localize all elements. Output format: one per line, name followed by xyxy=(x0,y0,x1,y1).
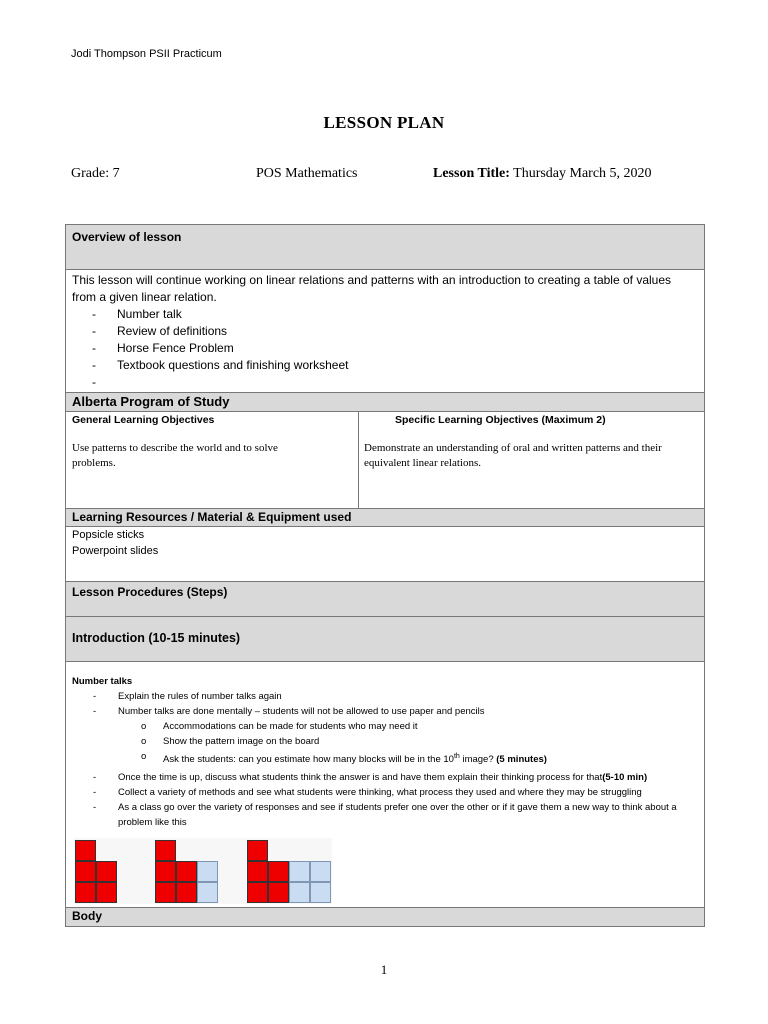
pattern-block xyxy=(268,861,289,882)
list-item: o Show the pattern image on the board xyxy=(72,734,698,749)
specific-heading: Specific Learning Objectives (Maximum 2) xyxy=(395,414,606,426)
overview-text: This lesson will continue working on linear relations and patterns with an introduction to creating a table of values from a given linear relation. xyxy=(72,273,672,304)
objectives-section xyxy=(65,412,705,509)
ask-time: (5 minutes) xyxy=(496,754,547,766)
ask-suffix: image? xyxy=(459,754,494,766)
introduction-heading: Introduction (10-15 minutes) xyxy=(72,631,241,645)
pattern-block xyxy=(289,882,310,903)
pattern-block xyxy=(155,861,176,882)
overview-section xyxy=(65,270,705,393)
general-heading: General Learning Objectives xyxy=(72,414,215,426)
ask-text: Ask the students: can you estimate how many blocks will be in the 10 xyxy=(163,754,454,766)
procedures-heading-bar xyxy=(65,582,705,617)
discuss-text: Once the time is up, discuss what students think the answer is and have them explain their thinking process for that xyxy=(118,772,603,784)
body-heading: Body xyxy=(72,909,102,923)
resources-section xyxy=(65,527,705,582)
intro-sublist xyxy=(72,719,698,767)
intro-list xyxy=(72,689,698,719)
pattern-block xyxy=(176,861,197,882)
overview-list xyxy=(72,306,698,374)
specific-objectives xyxy=(358,412,704,508)
general-objectives xyxy=(66,412,359,508)
list-item: - Number talks are done mentally – students will not be allowed to use paper and pencils xyxy=(72,704,698,719)
pattern-block xyxy=(197,882,218,903)
list-item: - Number talk xyxy=(72,306,698,323)
resource-item: Powerpoint slides xyxy=(72,545,159,557)
pattern-block xyxy=(247,840,268,861)
pattern-block xyxy=(247,882,268,903)
resource-item: Popsicle sticks xyxy=(72,529,145,541)
pattern-block xyxy=(310,882,331,903)
resources-heading: Learning Resources / Material & Equipment used xyxy=(72,510,352,524)
pattern-block xyxy=(176,882,197,903)
program-heading: Alberta Program of Study xyxy=(72,394,230,409)
resources-heading-bar xyxy=(65,509,705,527)
list-item xyxy=(72,749,698,767)
list-item: o Accommodations can be made for students who may need it xyxy=(72,719,698,734)
page-number: 1 xyxy=(380,962,388,977)
program-heading-bar xyxy=(65,393,705,412)
pattern-block xyxy=(75,840,96,861)
intro-after-list xyxy=(72,770,698,830)
pattern-block xyxy=(75,861,96,882)
pattern-block xyxy=(197,861,218,882)
pattern-block xyxy=(155,840,176,861)
list-item: - Review of definitions xyxy=(72,323,698,340)
introduction-heading-bar xyxy=(65,617,705,662)
pattern-block xyxy=(268,882,289,903)
pattern-block xyxy=(96,882,117,903)
lesson-title-value: Thursday March 5, 2020 xyxy=(513,166,652,181)
list-item xyxy=(72,770,698,785)
grade-label: Grade: 7 xyxy=(71,166,120,181)
number-talks-heading: Number talks xyxy=(72,676,133,687)
overview-heading: Overview of lesson xyxy=(72,230,182,244)
pattern-block xyxy=(247,861,268,882)
pattern-block xyxy=(155,882,176,903)
overview-heading-bar xyxy=(65,224,705,270)
specific-text: Demonstrate an understanding of oral and written patterns and their equivalent linear relations. xyxy=(364,442,662,469)
procedures-heading: Lesson Procedures (Steps) xyxy=(72,585,228,599)
pattern-image xyxy=(74,838,332,904)
list-item: - As a class go over the variety of responses and see if students prefer one over the other or if it gave them a new way to think about a problem like this xyxy=(72,800,698,830)
pattern-block xyxy=(96,861,117,882)
list-item: - Explain the rules of number talks again xyxy=(72,689,698,704)
body-heading-bar xyxy=(65,908,705,927)
list-item: - Horse Fence Problem xyxy=(72,340,698,357)
pos-label: POS Mathematics xyxy=(256,166,358,181)
lesson-title xyxy=(433,166,652,182)
list-item: - Textbook questions and finishing worksheet xyxy=(72,357,698,374)
document-header: Jodi Thompson PSII Practicum xyxy=(71,48,222,60)
introduction-section xyxy=(65,662,705,908)
pattern-block xyxy=(310,861,331,882)
lesson-title-label: Lesson Title: xyxy=(433,166,510,181)
page-title: LESSON PLAN xyxy=(323,113,445,132)
pattern-block xyxy=(75,882,96,903)
list-item: - Collect a variety of methods and see what students were thinking, what process they used and where they may be struggling xyxy=(72,785,698,800)
ask-superscript: th xyxy=(453,753,460,760)
pattern-block xyxy=(289,861,310,882)
discuss-time: (5-10 min) xyxy=(602,772,648,784)
general-text: Use patterns to describe the world and to solve problems. xyxy=(72,442,278,469)
